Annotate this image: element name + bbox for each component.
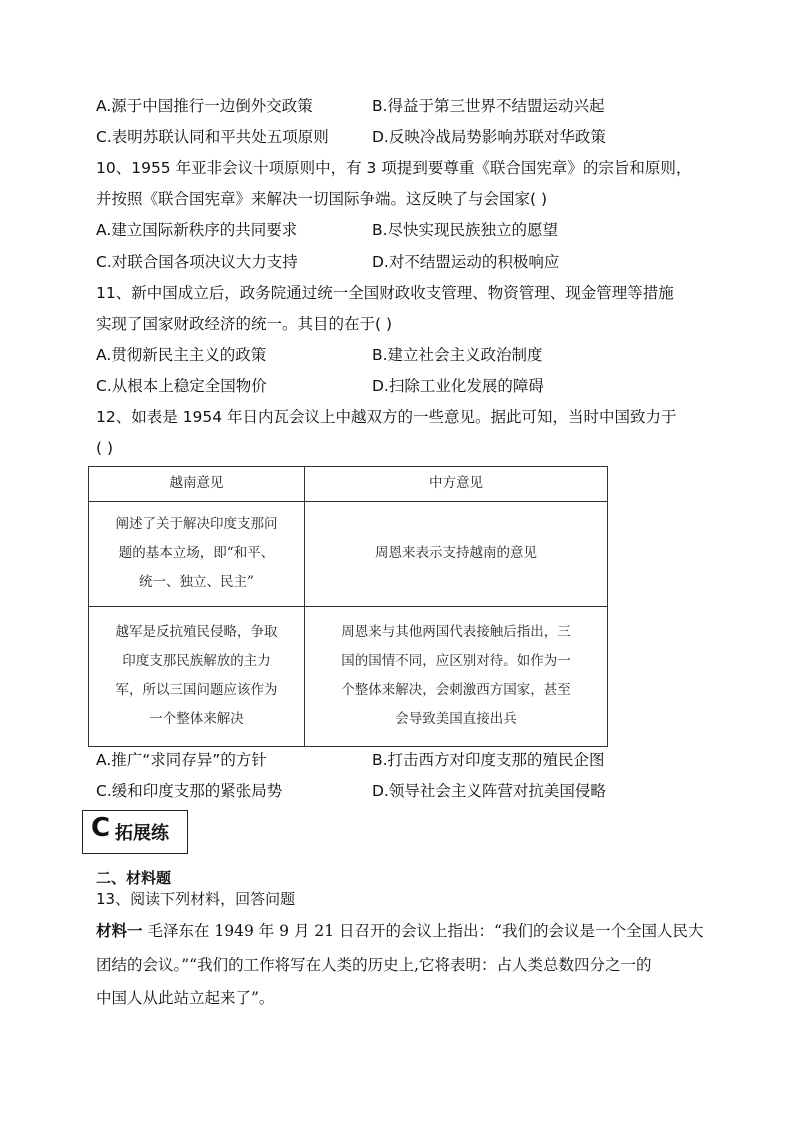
- q12-opinion-table: [88, 466, 608, 747]
- section-box-title: 拓展练: [115, 823, 169, 844]
- cell-line: 阐述了关于解决印度支那问: [115, 516, 278, 533]
- q9-option-a[interactable]: A.源于中国推行一边倒外交政策: [96, 97, 313, 115]
- section-letter: C: [91, 813, 111, 843]
- cell-line: 会导致美国直接出兵: [395, 711, 517, 728]
- material1-label: 材料一: [96, 921, 143, 940]
- q9-option-d[interactable]: D.反映冷战局势影响苏联对华政策: [372, 128, 606, 146]
- cell-line: 国的国情不同，应区别对待。如作为一: [341, 653, 571, 670]
- cell-line: 个整体来解决，会刺激西方国家，甚至: [341, 682, 571, 699]
- q9-option-c[interactable]: C.表明苏联认同和平共处五项原则: [96, 128, 329, 146]
- material1-line-3: 中国人从此站立起来了”。: [96, 989, 275, 1007]
- q12-option-d[interactable]: D.领导社会主义阵营对抗美国侵略: [372, 782, 606, 800]
- q10-option-c[interactable]: C.对联合国各项决议大力支持: [96, 253, 298, 271]
- cell-line: 统一、独立、民主”: [139, 574, 254, 591]
- extension-practice-box: [82, 810, 188, 854]
- q10-option-d[interactable]: D.对不结盟运动的积极响应: [372, 253, 560, 271]
- table-cell-vietnam-2: [89, 606, 305, 746]
- q11-option-d[interactable]: D.扫除工业化发展的障碍: [372, 377, 544, 395]
- table-cell-china-2: [305, 606, 608, 746]
- material1-line-2: 团结的会议。”“我们的工作将写在人类的历史上,它将表明：占人类总数四分之一的: [96, 956, 652, 974]
- section2-heading: 二、材料题: [96, 869, 172, 887]
- cell-line: 军，所以三国问题应该作为: [115, 682, 278, 699]
- cell-line: 周恩来与其他两国代表接触后指出，三: [341, 624, 571, 641]
- cell-line: 越军是反抗殖民侵略，争取: [115, 624, 278, 641]
- q11-option-a[interactable]: A.贯彻新民主主义的政策: [96, 346, 267, 364]
- q11-option-b[interactable]: B.建立社会主义政治制度: [372, 346, 543, 364]
- table-header-vietnam: 越南意见: [89, 467, 305, 502]
- q12-stem-line-2: ( ): [96, 439, 114, 457]
- q10-option-b[interactable]: B.尽快实现民族独立的愿望: [372, 221, 559, 239]
- q10-option-a[interactable]: A.建立国际新秩序的共同要求: [96, 221, 298, 239]
- q10-stem-line-1: 10、1955 年亚非会议十项原则中，有 3 项提到要尊重《联合国宪章》的宗旨和原则，: [96, 159, 692, 177]
- q12-option-b[interactable]: B.打击西方对印度支那的殖民企图: [372, 751, 605, 769]
- table-row: [89, 501, 608, 606]
- q11-stem-line-2: 实现了国家财政经济的统一。其目的在于( ): [96, 315, 393, 333]
- material1-text: 毛泽东在 1949 年 9 月 21 日召开的会议上指出：“我们的会议是一个全国人民大: [142, 922, 704, 940]
- q11-stem-line-1: 11、新中国成立后，政务院通过统一全国财政收支管理、物资管理、现金管理等措施: [96, 284, 674, 302]
- cell-line: 一个整体来解决: [149, 711, 244, 728]
- cell-line: 周恩来表示支持越南的意见: [375, 545, 537, 562]
- q12-option-a[interactable]: A.推广“求同存异”的方针: [96, 751, 267, 769]
- q13-stem: 13、阅读下列材料，回答问题: [96, 890, 296, 908]
- q12-option-c[interactable]: C.缓和印度支那的紧张局势: [96, 782, 283, 800]
- table-cell-china-1: [305, 501, 608, 606]
- table-header-china: 中方意见: [305, 467, 608, 502]
- q9-option-b[interactable]: B.得益于第三世界不结盟运动兴起: [372, 97, 605, 115]
- table-row: [89, 606, 608, 746]
- material1-line-1: [96, 921, 703, 941]
- cell-line: 题的基本立场，即“和平、: [118, 545, 275, 562]
- cell-line: 印度支那民族解放的主力: [122, 653, 271, 670]
- q11-option-c[interactable]: C.从根本上稳定全国物价: [96, 377, 267, 395]
- q12-stem-line-1: 12、如表是 1954 年日内瓦会议上中越双方的一些意见。据此可知，当时中国致力于: [96, 408, 677, 426]
- q10-stem-line-2: 并按照《联合国宪章》来解决一切国际争端。这反映了与会国家( ): [96, 190, 548, 208]
- table-header-row: [89, 467, 608, 502]
- table-cell-vietnam-1: [89, 501, 305, 606]
